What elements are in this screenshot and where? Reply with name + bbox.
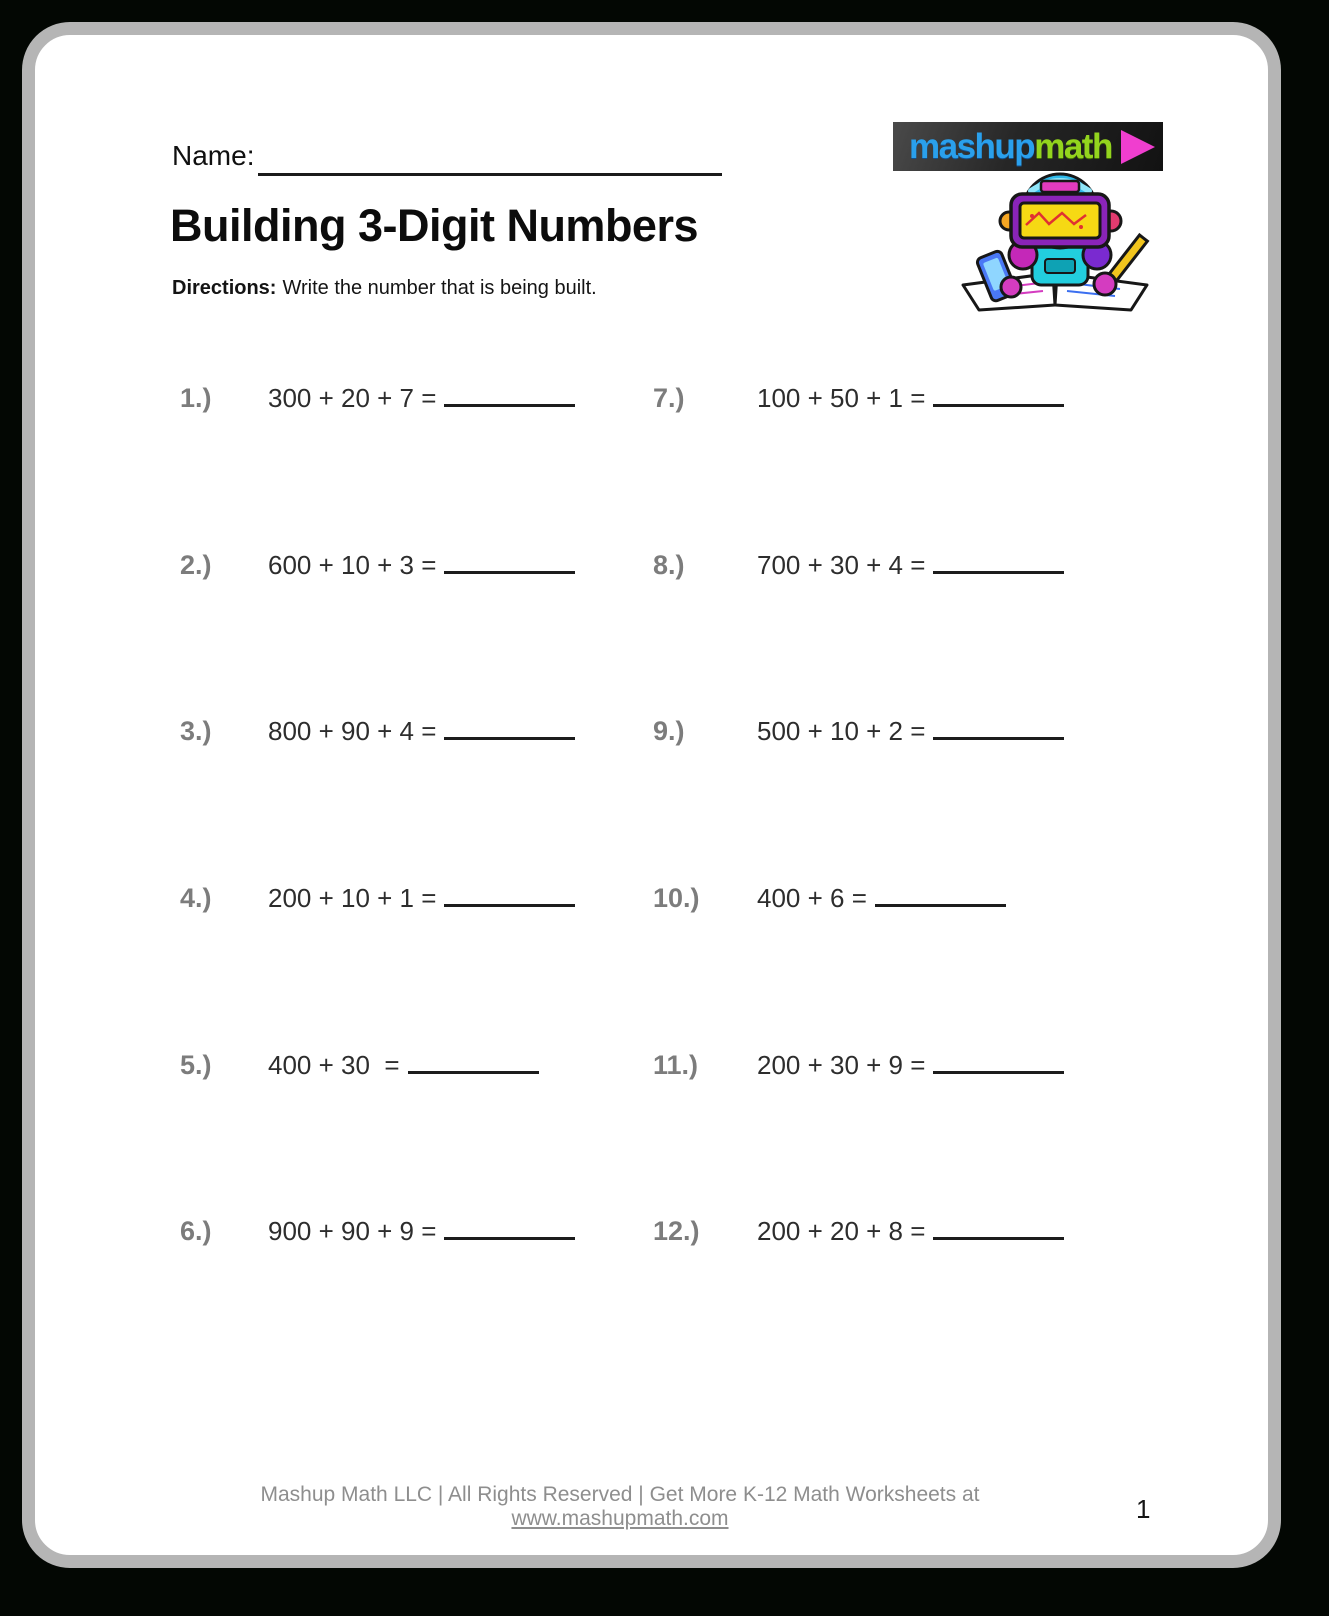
problem-5 bbox=[180, 1050, 539, 1081]
problem-expression: 700 + 30 + 4 = bbox=[757, 550, 926, 580]
answer-blank bbox=[444, 384, 575, 407]
footer bbox=[150, 1483, 1090, 1531]
answer-blank bbox=[933, 1051, 1064, 1074]
problem-number: 6.) bbox=[180, 1216, 212, 1246]
problem-number: 8.) bbox=[653, 550, 685, 580]
problem-expression: 400 + 6 = bbox=[757, 883, 867, 913]
answer-blank bbox=[444, 717, 575, 740]
footer-link[interactable]: www.mashupmath.com bbox=[511, 1507, 729, 1530]
problem-expression: 400 + 30 = bbox=[268, 1050, 400, 1080]
directions-label: Directions: bbox=[172, 277, 277, 299]
directions-text: Write the number that is being built. bbox=[282, 277, 597, 299]
problem-expression: 200 + 10 + 1 = bbox=[268, 883, 437, 913]
mashupmath-logo bbox=[893, 122, 1163, 171]
name-blank-line bbox=[258, 145, 722, 176]
answer-blank bbox=[933, 717, 1064, 740]
directions bbox=[172, 277, 597, 300]
problem-12 bbox=[653, 1216, 1064, 1247]
problem-3 bbox=[180, 716, 575, 747]
answer-blank bbox=[444, 884, 575, 907]
problem-number: 12.) bbox=[653, 1216, 700, 1246]
logo-brand-first: mashup bbox=[909, 127, 1035, 166]
problem-number: 7.) bbox=[653, 383, 685, 413]
problem-expression: 200 + 20 + 8 = bbox=[757, 1216, 926, 1246]
answer-blank bbox=[933, 1217, 1064, 1240]
problem-6 bbox=[180, 1216, 575, 1247]
problem-expression: 200 + 30 + 9 = bbox=[757, 1050, 926, 1080]
problem-8 bbox=[653, 550, 1064, 581]
problem-2 bbox=[180, 550, 575, 581]
problem-10 bbox=[653, 883, 1006, 914]
answer-blank bbox=[933, 551, 1064, 574]
problem-number: 4.) bbox=[180, 883, 212, 913]
problem-1 bbox=[180, 383, 575, 414]
problem-7 bbox=[653, 383, 1064, 414]
answer-blank bbox=[408, 1051, 539, 1074]
problem-expression: 600 + 10 + 3 = bbox=[268, 550, 437, 580]
name-label: Name: bbox=[172, 140, 255, 171]
answer-blank bbox=[444, 1217, 575, 1240]
problem-number: 2.) bbox=[180, 550, 212, 580]
robot-mascot-illustration bbox=[935, 167, 1175, 317]
page-number: 1 bbox=[1136, 1494, 1151, 1524]
problem-number: 3.) bbox=[180, 716, 212, 746]
play-icon bbox=[1121, 130, 1155, 164]
problem-expression: 500 + 10 + 2 = bbox=[757, 716, 926, 746]
problem-expression: 800 + 90 + 4 = bbox=[268, 716, 437, 746]
problem-expression: 100 + 50 + 1 = bbox=[757, 383, 926, 413]
problem-9 bbox=[653, 716, 1064, 747]
problem-11 bbox=[653, 1050, 1064, 1081]
answer-blank bbox=[933, 384, 1064, 407]
answer-blank bbox=[444, 551, 575, 574]
problem-number: 9.) bbox=[653, 716, 685, 746]
problem-number: 1.) bbox=[180, 383, 212, 413]
problem-number: 5.) bbox=[180, 1050, 212, 1080]
footer-text: Mashup Math LLC | All Rights Reserved | Get More K-12 Math Worksheets at bbox=[260, 1483, 980, 1506]
problem-expression: 300 + 20 + 7 = bbox=[268, 383, 437, 413]
logo-brand-second: math bbox=[1034, 127, 1112, 166]
problem-number: 10.) bbox=[653, 883, 700, 913]
problem-number: 11.) bbox=[653, 1050, 699, 1080]
page-title: Building 3-Digit Numbers bbox=[170, 200, 698, 251]
problem-4 bbox=[180, 883, 575, 914]
answer-blank bbox=[875, 884, 1006, 907]
problem-expression: 900 + 90 + 9 = bbox=[268, 1216, 437, 1246]
